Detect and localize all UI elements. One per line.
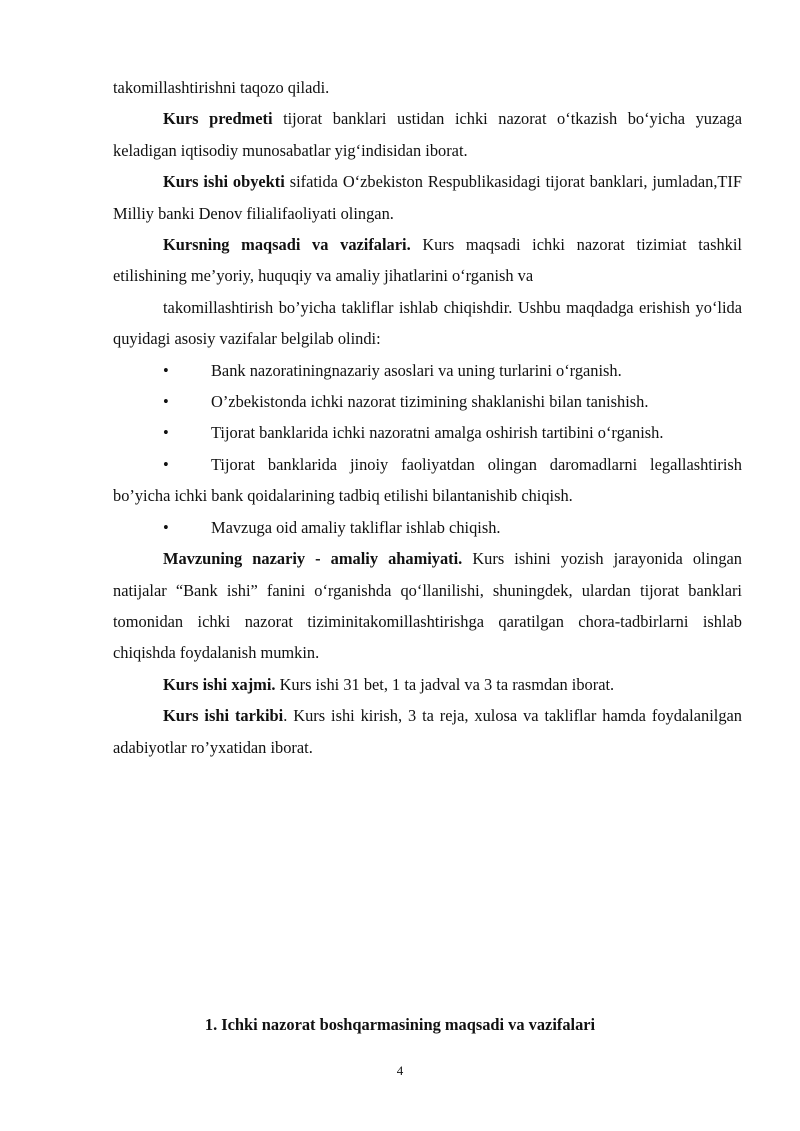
list-item bbox=[113, 512, 742, 543]
text-course-goals: Kurs maqsadi ichki nazorat tizimiat tashkil etilishining me’yoriy, huquqiy va amaliy jihatlarini o‘rganish va bbox=[113, 235, 742, 286]
term-volume: Kurs ishi xajmi. bbox=[163, 674, 276, 694]
paragraph-volume bbox=[113, 669, 742, 700]
list-item-text: O’zbekistonda ichki nazorat tizimining shaklanishi bilan tanishish. bbox=[211, 392, 649, 412]
bullet-icon: • bbox=[163, 423, 169, 443]
list-item bbox=[113, 386, 742, 417]
body-text bbox=[113, 72, 742, 763]
paragraph-goals-continuation: takomillashtirish bo’yicha takliflar ishlab chiqishdir. Ushbu maqdadga erishish yo‘lida quyidagi asosiy vazifalar belgilab olindi: bbox=[113, 297, 742, 349]
text-volume: Kurs ishi 31 bet, 1 ta jadval va 3 ta rasmdan iborat. bbox=[275, 674, 615, 694]
text-course-object: sifatida O‘zbekiston Respublikasidagi tijorat banklari, jumladan,TIF Milliy banki Denov filialifaoliyati olingan. bbox=[113, 172, 742, 223]
section-heading: 1. Ichki nazorat boshqarmasining maqsadi va vazifalari bbox=[204, 1015, 596, 1034]
list-item-text: Mavzuga oid amaliy takliflar ishlab chiqish. bbox=[211, 517, 501, 537]
paragraph-course-subject bbox=[113, 103, 742, 166]
term-course-object: Kurs ishi obyekti bbox=[163, 172, 285, 192]
list-item-text: Tijorat banklarida ichki nazoratni amalga oshirish tartibini o‘rganish. bbox=[211, 423, 664, 443]
list-item bbox=[113, 417, 742, 448]
paragraph-structure bbox=[113, 700, 742, 763]
term-significance: Mavzuning nazariy - amaliy ahamiyati. bbox=[163, 549, 463, 569]
paragraph-course-object bbox=[113, 166, 742, 229]
term-course-goals: Kursning maqsadi va vazifalari. bbox=[163, 235, 411, 255]
paragraph-significance bbox=[113, 543, 742, 669]
paragraph-continuation: takomillashtirishni taqozo qiladi. bbox=[113, 78, 330, 97]
list-item-text: Tijorat banklarida jinoiy faoliyatdan olingan daromadlarni legallashtirish bo’yicha ichki bank qoidalarining tadbiq etilishi bilantanishib chiqish. bbox=[113, 454, 742, 506]
bullet-icon: • bbox=[163, 392, 169, 412]
page-number: 4 bbox=[396, 1063, 404, 1078]
text-significance: Kurs ishini yozish jarayonida olingan natijalar “Bank ishi” fanini o‘rganishda qo‘llanilishi, shuningdek, ulardan tijorat banklari tomonidan ichki nazorat tiziminitakomillashtirishga qaratilgan chora-tadbirlarni ishlab chiqishda foydalanish mumkin. bbox=[113, 549, 742, 663]
list-item-text: Bank nazoratiningnazariy asoslari va uning turlarini o‘rganish. bbox=[211, 360, 622, 380]
bullet-icon: • bbox=[163, 517, 169, 537]
paragraph-course-goals bbox=[113, 229, 742, 292]
term-structure: Kurs ishi tarkibi bbox=[163, 706, 284, 726]
term-course-subject: Kurs predmeti bbox=[163, 109, 273, 129]
bullet-icon: • bbox=[163, 454, 169, 474]
bullet-icon: • bbox=[163, 360, 169, 380]
text-course-subject: tijorat banklari ustidan ichki nazorat o‘tkazish bo‘yicha yuzaga keladigan iqtisodiy munosabatlar yig‘indisidan iborat. bbox=[113, 109, 743, 160]
list-item-wrapped bbox=[113, 449, 742, 512]
text-structure: . Kurs ishi kirish, 3 ta reja, xulosa va takliflar hamda foydalanilgan adabiyotlar ro’yxatidan iborat. bbox=[113, 706, 742, 757]
list-item bbox=[113, 355, 742, 386]
